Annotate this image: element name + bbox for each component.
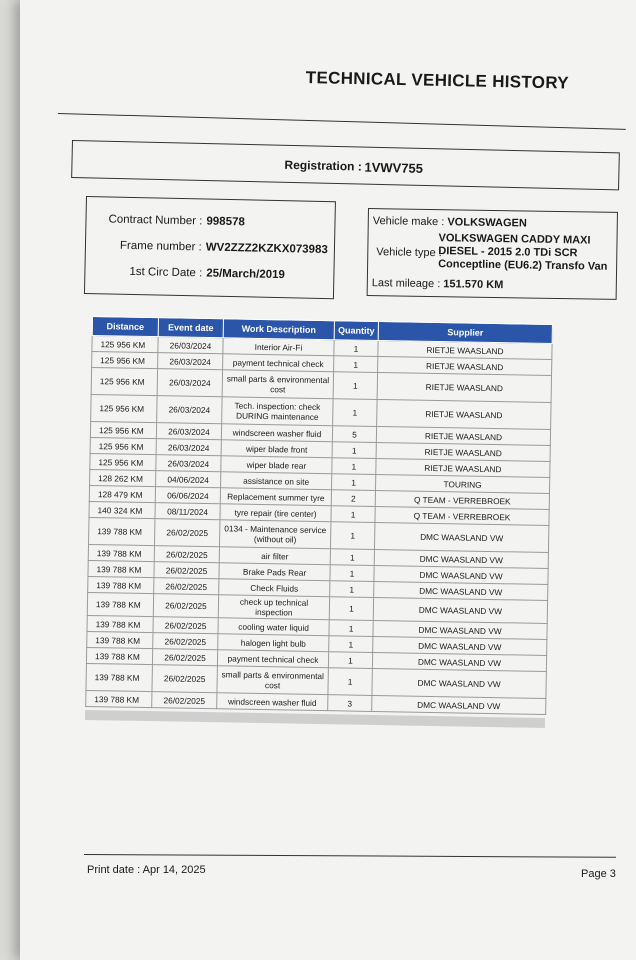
cell-date: 26/02/2025 xyxy=(152,649,217,666)
cell-description: assistance on site xyxy=(221,472,332,490)
cell-date: 26/03/2024 xyxy=(156,455,221,472)
cell-supplier: DMC WAASLAND VW xyxy=(373,620,547,639)
cell-distance: 125 956 KM xyxy=(90,437,156,454)
cell-distance: 125 956 KM xyxy=(90,453,156,470)
cell-date: 26/02/2025 xyxy=(154,546,219,563)
cell-distance: 139 788 KM xyxy=(86,690,152,707)
column-header-event-date: Event date xyxy=(158,318,223,338)
cell-supplier: TOURING xyxy=(375,474,549,493)
cell-distance: 125 956 KM xyxy=(91,368,157,396)
contract-number: 998578 xyxy=(206,215,245,229)
first-circ-label: 1st Circ Date : xyxy=(129,265,203,280)
cell-date: 06/06/2024 xyxy=(155,487,220,504)
cell-quantity: 1 xyxy=(332,442,376,459)
cell-distance: 125 956 KM xyxy=(90,421,156,438)
cell-quantity: 1 xyxy=(330,581,374,598)
history-table xyxy=(85,316,553,715)
cell-date: 26/03/2024 xyxy=(158,337,223,354)
cell-quantity: 1 xyxy=(328,668,372,696)
cell-quantity: 1 xyxy=(333,372,377,400)
cell-distance: 139 788 KM xyxy=(88,560,154,577)
mileage-label: Last mileage : xyxy=(371,277,441,291)
cell-quantity: 1 xyxy=(330,549,374,566)
cell-description: small parts & environmental cost xyxy=(222,370,333,399)
cell-description: windscreen washer fluid xyxy=(221,424,332,442)
vehicle-type-line: Conceptline (EU6.2) Transfo Van xyxy=(438,258,608,273)
cell-distance: 125 956 KM xyxy=(91,394,157,422)
cell-description: halogen light bulb xyxy=(218,634,329,652)
cell-description: payment technical check xyxy=(217,650,328,668)
document-page xyxy=(20,0,636,960)
cell-supplier: DMC WAASLAND VW xyxy=(373,597,547,623)
frame-number-label: Frame number : xyxy=(119,239,202,254)
cell-supplier: RIETJE WAASLAND xyxy=(377,372,551,402)
cell-description: Tech. inspection: check DURING maintenance xyxy=(222,397,333,426)
footer-divider xyxy=(84,854,616,858)
cell-description: wiper blade front xyxy=(221,440,332,458)
cell-quantity: 1 xyxy=(333,399,377,427)
cell-distance: 139 788 KM xyxy=(87,631,153,648)
column-header-quantity: Quantity xyxy=(334,321,378,341)
page-number: Page 3 xyxy=(581,868,616,880)
vehicle-info-box xyxy=(367,208,618,300)
cell-supplier: RIETJE WAASLAND xyxy=(378,340,552,359)
print-date: Print date : Apr 14, 2025 xyxy=(87,864,206,876)
cell-description: small parts & environmental cost xyxy=(217,666,328,695)
cell-supplier: DMC WAASLAND VW xyxy=(373,636,547,655)
column-header-supplier: Supplier xyxy=(378,322,552,344)
cell-supplier: RIETJE WAASLAND xyxy=(376,426,550,445)
cell-quantity: 1 xyxy=(330,565,374,582)
contract-number-label: Contract Number : xyxy=(108,213,203,228)
cell-description: Check Fluids xyxy=(219,579,330,597)
cell-description: check up technical inspection xyxy=(218,595,329,620)
cell-quantity: 2 xyxy=(331,490,375,507)
cell-quantity: 3 xyxy=(328,695,372,712)
cell-supplier: Q TEAM - VERREBROEK xyxy=(375,506,549,525)
history-table-wrapper xyxy=(85,316,552,728)
cell-date: 04/06/2024 xyxy=(156,471,221,488)
cell-description: Replacement summer tyre xyxy=(220,488,331,506)
cell-supplier: DMC WAASLAND VW xyxy=(374,522,548,552)
cell-date: 08/11/2024 xyxy=(155,503,220,520)
cell-supplier: DMC WAASLAND VW xyxy=(372,652,546,671)
cell-quantity: 1 xyxy=(328,652,372,669)
vehicle-type-line: VOLKSWAGEN CADDY MAXI xyxy=(438,232,591,247)
cell-date: 26/02/2025 xyxy=(154,562,219,579)
cell-date: 26/02/2025 xyxy=(153,594,218,618)
cell-quantity: 1 xyxy=(330,522,374,550)
cell-quantity: 1 xyxy=(329,620,373,637)
cell-description: wiper blade rear xyxy=(221,456,332,474)
vehicle-type-label: Vehicle type : xyxy=(376,246,442,260)
cell-distance: 128 479 KM xyxy=(89,485,155,502)
cell-supplier: RIETJE WAASLAND xyxy=(376,458,550,477)
cell-description: windscreen washer fluid xyxy=(217,693,328,711)
cell-date: 26/02/2025 xyxy=(153,617,218,634)
first-circ-date: 25/March/2019 xyxy=(206,267,286,282)
cell-distance: 139 788 KM xyxy=(89,517,155,545)
cell-date: 26/02/2025 xyxy=(153,633,218,650)
vehicle-type-line: DIESEL - 2015 2.0 TDi SCR xyxy=(438,245,578,260)
cell-date: 26/02/2025 xyxy=(152,665,217,693)
cell-description: payment technical check xyxy=(223,354,334,372)
cell-date: 26/03/2024 xyxy=(157,369,222,397)
cell-supplier: DMC WAASLAND VW xyxy=(374,581,548,600)
document-title: TECHNICAL VEHICLE HISTORY xyxy=(305,68,570,93)
cell-description: 0134 - Maintenance service (without oil) xyxy=(219,520,330,549)
cell-description: air filter xyxy=(219,547,330,565)
cell-distance: 139 788 KM xyxy=(88,544,154,561)
cell-date: 26/02/2025 xyxy=(154,578,219,595)
cell-distance: 125 956 KM xyxy=(92,336,158,353)
cell-supplier: DMC WAASLAND VW xyxy=(374,549,548,568)
cell-supplier: DMC WAASLAND VW xyxy=(372,695,546,714)
cell-distance: 139 788 KM xyxy=(86,647,152,664)
cell-quantity: 1 xyxy=(334,356,378,373)
last-mileage: 151.570 KM xyxy=(443,278,504,292)
cell-quantity: 1 xyxy=(329,597,373,621)
cell-quantity: 1 xyxy=(329,636,373,653)
cell-distance: 128 262 KM xyxy=(90,469,156,486)
cell-supplier: DMC WAASLAND VW xyxy=(374,565,548,584)
cell-date: 26/03/2024 xyxy=(158,353,223,370)
cell-distance: 140 324 KM xyxy=(89,501,155,518)
cell-supplier: RIETJE WAASLAND xyxy=(376,442,550,461)
cell-quantity: 1 xyxy=(331,506,375,523)
cell-quantity: 1 xyxy=(332,474,376,491)
cell-date: 26/02/2025 xyxy=(155,519,220,547)
vehicle-make: VOLKSWAGEN xyxy=(447,216,527,230)
cell-date: 26/03/2024 xyxy=(156,439,221,456)
cell-date: 26/03/2024 xyxy=(157,396,222,424)
cell-quantity: 1 xyxy=(334,340,378,357)
cell-quantity: 1 xyxy=(332,458,376,475)
column-header-work-description: Work Description xyxy=(223,319,334,340)
cell-description: Interior Air-Fi xyxy=(223,338,334,356)
registration-value: 1VWV755 xyxy=(364,159,424,176)
contract-info-box xyxy=(84,196,336,299)
cell-description: cooling water liquid xyxy=(218,618,329,636)
registration-label: Registration : xyxy=(284,157,362,174)
cell-distance: 139 788 KM xyxy=(86,663,152,691)
vehicle-type xyxy=(438,232,608,274)
header-divider xyxy=(58,113,626,130)
cell-distance: 139 788 KM xyxy=(88,576,154,593)
cell-date: 26/02/2025 xyxy=(152,692,217,709)
cell-description: Brake Pads Rear xyxy=(219,563,330,581)
cell-date: 26/03/2024 xyxy=(156,423,221,440)
frame-number: WV2ZZZ2KZKX073983 xyxy=(205,241,328,257)
cell-distance: 139 788 KM xyxy=(87,592,153,616)
cell-supplier: DMC WAASLAND VW xyxy=(372,668,546,698)
cell-supplier: Q TEAM - VERREBROEK xyxy=(375,490,549,509)
cell-distance: 125 956 KM xyxy=(92,352,158,369)
registration-box xyxy=(71,140,620,190)
cell-distance: 139 788 KM xyxy=(87,615,153,632)
cell-supplier: RIETJE WAASLAND xyxy=(378,356,552,375)
column-header-distance: Distance xyxy=(92,317,158,337)
cell-quantity: 5 xyxy=(332,426,376,443)
vehicle-make-label: Vehicle make : xyxy=(372,215,445,229)
cell-description: tyre repair (tire center) xyxy=(220,504,331,522)
cell-supplier: RIETJE WAASLAND xyxy=(377,399,551,429)
